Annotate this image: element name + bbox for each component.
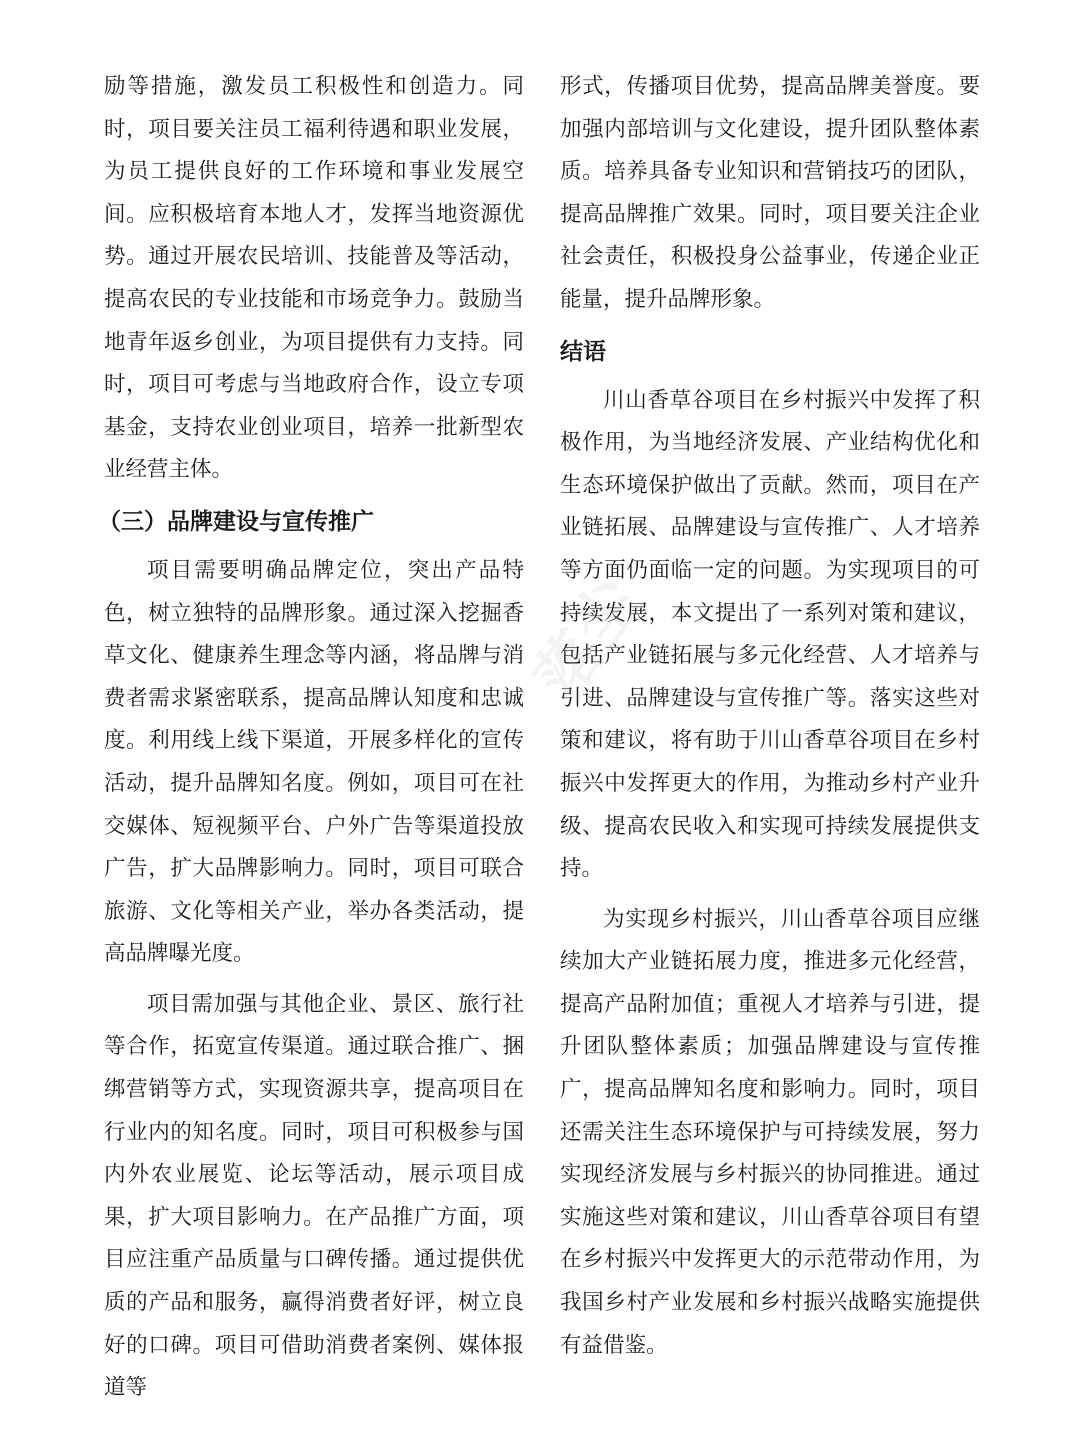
conclusion-paragraph-1: 川山香草谷项目在乡村振兴中发挥了积极作用，为当地经济发展、产业结构优化和生态环境保护做出了贡献。然而，项目在产业链拓展、品牌建设与宣传推广、人才培养等方面仍面临一定的问题。为实现项目的可持续发展，本文提出了一系列对策和建议，包括产业链拓展与多元化经营、人才培养与引进、品牌建设与宣传推广等。落实这些对策和建议，将有助于川山香草谷项目在乡村振兴中发挥更大的作用，为推动乡村产业升级、提高农民收入和实现可持续发展提供支持。 xyxy=(560,387,980,882)
left-column xyxy=(98,66,524,1418)
conclusion-paragraph-2: 为实现乡村振兴，川山香草谷项目应继续加大产业链拓展力度，推进多元化经营，提高产品附加值；重视人才培养与引进，提升团队整体素质；加强品牌建设与宣传推广，提高品牌知名度和影响力。同时，项目还需关注生态环境保护与可持续发展，努力实现经济发展与乡村振兴的协同推进。通过实施这些对策和建议，川山香草谷项目有望在乡村振兴中发挥更大的示范带动作用，为我国乡村产业发展和乡村振兴战略实施提供有益借鉴。 xyxy=(560,906,980,1358)
right-column xyxy=(560,66,980,1375)
left-paragraph-continued: 励等措施，激发员工积极性和创造力。同时，项目要关注员工福利待遇和职业发展，为员工提供良好的工作环境和事业发展空间。应积极培育本地人才，发挥当地资源优势。通过开展农民培训、技能普及等活动，提高农民的专业技能和市场竞争力。鼓励当地青年返乡创业，为项目提供有力支持。同时，项目可考虑与当地政府合作，设立专项基金，支持农业创业项目，培养一批新型农业经营主体。 xyxy=(104,74,524,483)
left-paragraph-brand-positioning: 项目需要明确品牌定位，突出产品特色，树立独特的品牌形象。通过深入挖掘香草文化、健康养生理念等内涵，将品牌与消费者需求紧密联系，提高品牌认知度和忠诚度。利用线上线下渠道，开展多样化的宣传活动，提升品牌知名度。例如，项目可在社交媒体、短视频平台、户外广告等渠道投放广告，扩大品牌影响力。同时，项目可联合旅游、文化等相关产业，举办各类活动，提高品牌曝光度。 xyxy=(104,557,524,967)
right-paragraph-continued: 形式，传播项目优势，提高品牌美誉度。要加强内部培训与文化建设，提升团队整体素质。培养具备专业知识和营销技巧的团队，提高品牌推广效果。同时，项目要关注企业社会责任，积极投身公益事业，传递企业正能量，提升品牌形象。 xyxy=(560,74,980,312)
section-heading-brand-building: （三）品牌建设与宣传推广 xyxy=(98,508,374,535)
section-heading-conclusion: 结语 xyxy=(560,338,606,365)
watermark: 落尘 xyxy=(521,565,656,714)
left-paragraph-cooperation: 项目需加强与其他企业、景区、旅行社等合作，拓宽宣传渠道。通过联合推广、捆绑营销等方式，实现资源共享，提高项目在行业内的知名度。同时，项目可积极参与国内外农业展览、论坛等活动，展示项目成果，扩大项目影响力。在产品推广方面，项目应注重产品质量与口碑传播。通过提供优质的产品和服务，赢得消费者好评，树立良好的口碑。项目可借助消费者案例、媒体报道等 xyxy=(104,991,524,1401)
